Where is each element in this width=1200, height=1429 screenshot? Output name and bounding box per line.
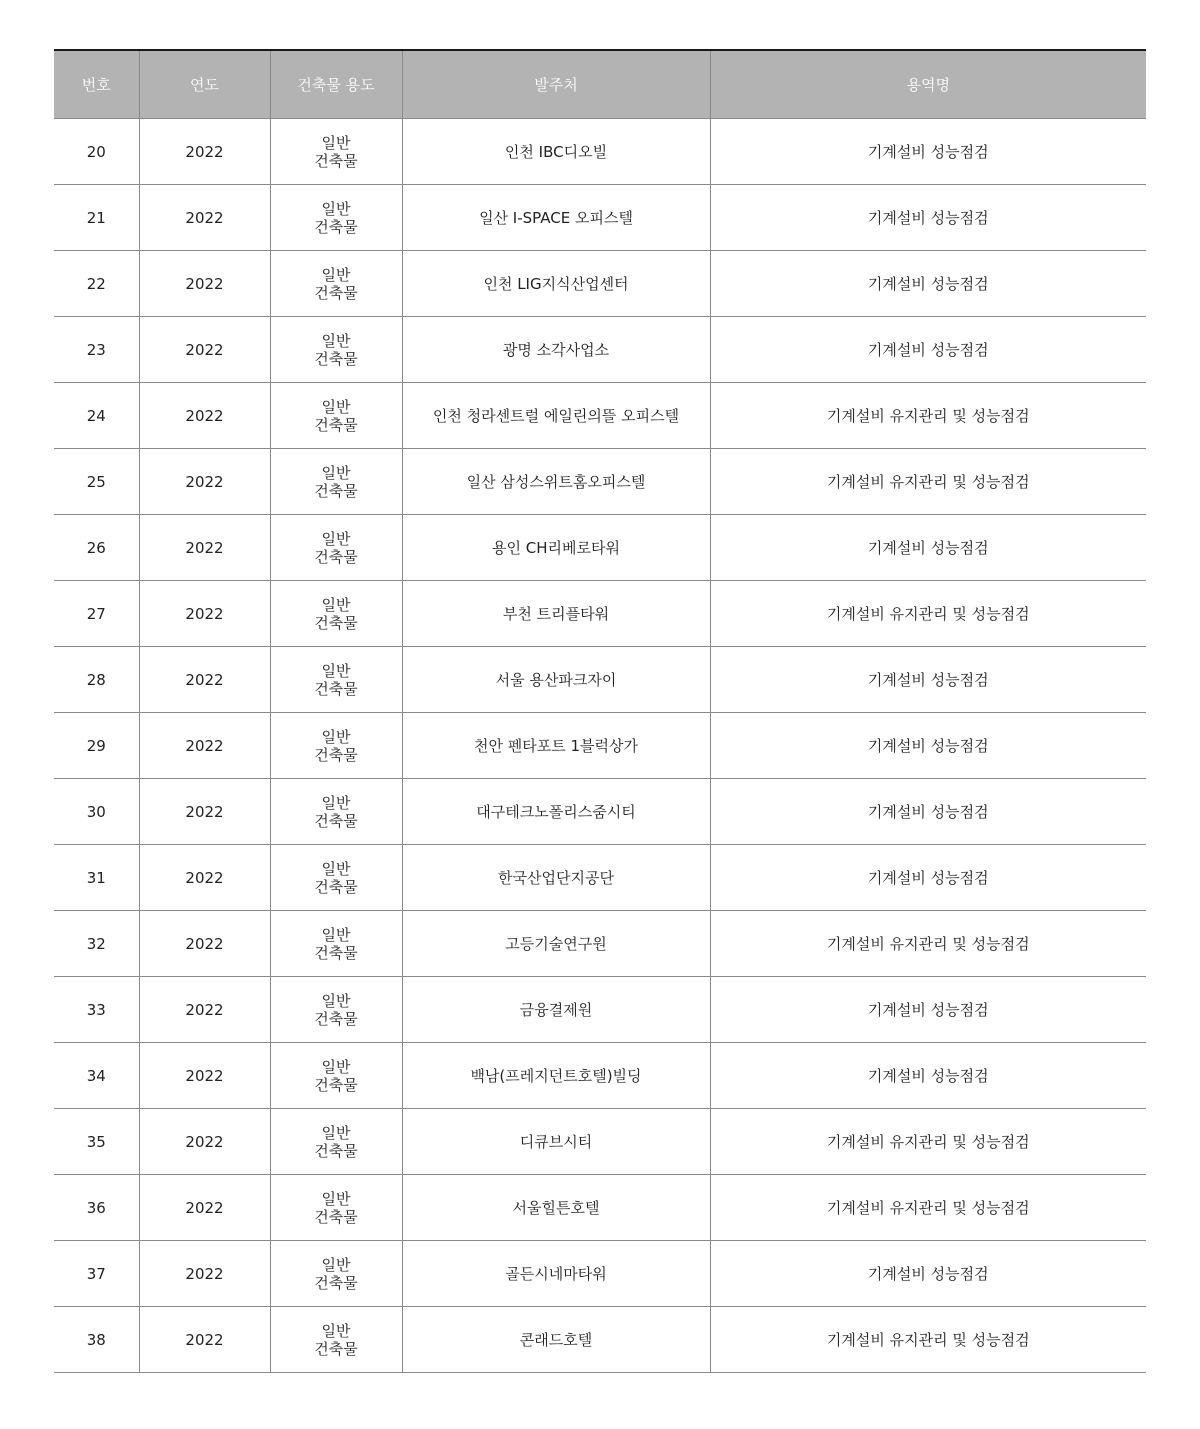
cell-building-use [270, 647, 402, 713]
building-use-line1: 일반 [321, 595, 351, 614]
cell-service-name: 기계설비 유지관리 및 성능점검 [710, 1175, 1146, 1241]
table-body [54, 119, 1146, 1373]
building-use-line1: 일반 [321, 265, 351, 284]
cell-service-name: 기계설비 유지관리 및 성능점검 [710, 911, 1146, 977]
cell-year: 2022 [139, 911, 270, 977]
cell-number: 33 [54, 977, 139, 1043]
cell-client: 천안 펜타포트 1블럭상가 [402, 713, 710, 779]
cell-service-name: 기계설비 성능점검 [710, 977, 1146, 1043]
building-use-line2: 건축물 [314, 1207, 358, 1226]
building-use-line1: 일반 [321, 727, 351, 746]
cell-number: 20 [54, 119, 139, 185]
cell-client: 디큐브시티 [402, 1109, 710, 1175]
cell-building-use [270, 911, 402, 977]
cell-number: 28 [54, 647, 139, 713]
building-use-line1: 일반 [321, 661, 351, 680]
building-use-line2: 건축물 [314, 877, 358, 896]
project-table [54, 49, 1146, 1373]
building-use-line2: 건축물 [314, 1075, 358, 1094]
header-service-name: 용역명 [710, 50, 1146, 119]
building-use-line2: 건축물 [314, 613, 358, 632]
cell-year: 2022 [139, 185, 270, 251]
cell-service-name: 기계설비 성능점검 [710, 185, 1146, 251]
cell-building-use [270, 185, 402, 251]
cell-number: 30 [54, 779, 139, 845]
cell-year: 2022 [139, 317, 270, 383]
building-use-line2: 건축물 [314, 349, 358, 368]
cell-number: 21 [54, 185, 139, 251]
table-row [54, 779, 1146, 845]
cell-building-use [270, 779, 402, 845]
table-row [54, 1241, 1146, 1307]
cell-building-use [270, 1241, 402, 1307]
cell-building-use [270, 1307, 402, 1373]
table-row [54, 911, 1146, 977]
building-use-line1: 일반 [321, 1057, 351, 1076]
cell-client: 인천 IBC디오빌 [402, 119, 710, 185]
cell-number: 32 [54, 911, 139, 977]
table-row [54, 251, 1146, 317]
cell-building-use [270, 581, 402, 647]
cell-client: 인천 청라센트럴 에일린의뜰 오피스텔 [402, 383, 710, 449]
cell-number: 36 [54, 1175, 139, 1241]
cell-building-use [270, 713, 402, 779]
cell-building-use [270, 845, 402, 911]
header-year: 연도 [139, 50, 270, 119]
cell-building-use [270, 977, 402, 1043]
cell-building-use [270, 449, 402, 515]
project-list [54, 49, 1146, 1373]
building-use-line1: 일반 [321, 1321, 351, 1340]
table-row [54, 647, 1146, 713]
cell-year: 2022 [139, 1307, 270, 1373]
building-use-line1: 일반 [321, 1189, 351, 1208]
cell-client: 콘래드호텔 [402, 1307, 710, 1373]
table-row [54, 383, 1146, 449]
cell-service-name: 기계설비 성능점검 [710, 1043, 1146, 1109]
table-header-row [54, 50, 1146, 119]
cell-client: 인천 LIG지식산업센터 [402, 251, 710, 317]
building-use-line2: 건축물 [314, 745, 358, 764]
building-use-line2: 건축물 [314, 679, 358, 698]
cell-service-name: 기계설비 성능점검 [710, 1241, 1146, 1307]
table-row [54, 845, 1146, 911]
table-row [54, 977, 1146, 1043]
cell-year: 2022 [139, 1241, 270, 1307]
building-use-line2: 건축물 [314, 1339, 358, 1358]
building-use-line1: 일반 [321, 1123, 351, 1142]
cell-client: 일산 삼성스위트홈오피스텔 [402, 449, 710, 515]
cell-client: 용인 CH리베로타워 [402, 515, 710, 581]
cell-client: 일산 I-SPACE 오피스텔 [402, 185, 710, 251]
cell-year: 2022 [139, 515, 270, 581]
building-use-line1: 일반 [321, 529, 351, 548]
cell-number: 23 [54, 317, 139, 383]
header-building-use: 건축물 용도 [270, 50, 402, 119]
cell-service-name: 기계설비 성능점검 [710, 515, 1146, 581]
cell-client: 광명 소각사업소 [402, 317, 710, 383]
cell-service-name: 기계설비 성능점검 [710, 713, 1146, 779]
cell-service-name: 기계설비 성능점검 [710, 647, 1146, 713]
building-use-line2: 건축물 [314, 415, 358, 434]
building-use-line2: 건축물 [314, 283, 358, 302]
table-row [54, 1307, 1146, 1373]
cell-number: 31 [54, 845, 139, 911]
cell-client: 서울힐튼호텔 [402, 1175, 710, 1241]
table-row [54, 581, 1146, 647]
building-use-line2: 건축물 [314, 481, 358, 500]
table-row [54, 119, 1146, 185]
cell-building-use [270, 251, 402, 317]
building-use-line2: 건축물 [314, 1141, 358, 1160]
cell-number: 24 [54, 383, 139, 449]
table-row [54, 515, 1146, 581]
building-use-line2: 건축물 [314, 943, 358, 962]
building-use-line1: 일반 [321, 199, 351, 218]
cell-number: 38 [54, 1307, 139, 1373]
table-row [54, 1175, 1146, 1241]
table-row [54, 449, 1146, 515]
cell-year: 2022 [139, 119, 270, 185]
cell-year: 2022 [139, 713, 270, 779]
building-use-line2: 건축물 [314, 547, 358, 566]
cell-service-name: 기계설비 유지관리 및 성능점검 [710, 1307, 1146, 1373]
cell-service-name: 기계설비 성능점검 [710, 317, 1146, 383]
cell-year: 2022 [139, 1175, 270, 1241]
building-use-line1: 일반 [321, 463, 351, 482]
cell-building-use [270, 1043, 402, 1109]
cell-service-name: 기계설비 성능점검 [710, 845, 1146, 911]
building-use-line1: 일반 [321, 793, 351, 812]
table-row [54, 317, 1146, 383]
cell-building-use [270, 317, 402, 383]
cell-number: 35 [54, 1109, 139, 1175]
cell-year: 2022 [139, 581, 270, 647]
cell-service-name: 기계설비 유지관리 및 성능점검 [710, 1109, 1146, 1175]
building-use-line1: 일반 [321, 1255, 351, 1274]
cell-building-use [270, 1175, 402, 1241]
cell-number: 22 [54, 251, 139, 317]
cell-year: 2022 [139, 251, 270, 317]
cell-client: 서울 용산파크자이 [402, 647, 710, 713]
cell-number: 29 [54, 713, 139, 779]
cell-year: 2022 [139, 845, 270, 911]
building-use-line1: 일반 [321, 133, 351, 152]
cell-number: 27 [54, 581, 139, 647]
cell-year: 2022 [139, 449, 270, 515]
building-use-line2: 건축물 [314, 1273, 358, 1292]
cell-client: 한국산업단지공단 [402, 845, 710, 911]
header-client: 발주처 [402, 50, 710, 119]
cell-number: 37 [54, 1241, 139, 1307]
cell-number: 26 [54, 515, 139, 581]
cell-number: 25 [54, 449, 139, 515]
building-use-line2: 건축물 [314, 1009, 358, 1028]
building-use-line1: 일반 [321, 925, 351, 944]
cell-service-name: 기계설비 유지관리 및 성능점검 [710, 581, 1146, 647]
building-use-line1: 일반 [321, 397, 351, 416]
building-use-line2: 건축물 [314, 217, 358, 236]
cell-client: 부천 트리플타워 [402, 581, 710, 647]
cell-service-name: 기계설비 성능점검 [710, 119, 1146, 185]
cell-client: 대구테크노폴리스줌시티 [402, 779, 710, 845]
cell-building-use [270, 383, 402, 449]
cell-year: 2022 [139, 383, 270, 449]
cell-service-name: 기계설비 성능점검 [710, 251, 1146, 317]
cell-year: 2022 [139, 977, 270, 1043]
table-row [54, 185, 1146, 251]
table-row [54, 713, 1146, 779]
building-use-line2: 건축물 [314, 151, 358, 170]
cell-client: 골든시네마타워 [402, 1241, 710, 1307]
cell-building-use [270, 119, 402, 185]
cell-building-use [270, 515, 402, 581]
cell-year: 2022 [139, 1109, 270, 1175]
cell-service-name: 기계설비 유지관리 및 성능점검 [710, 383, 1146, 449]
cell-year: 2022 [139, 647, 270, 713]
cell-year: 2022 [139, 779, 270, 845]
cell-client: 고등기술연구원 [402, 911, 710, 977]
building-use-line1: 일반 [321, 991, 351, 1010]
cell-client: 금융결제원 [402, 977, 710, 1043]
cell-number: 34 [54, 1043, 139, 1109]
building-use-line2: 건축물 [314, 811, 358, 830]
building-use-line1: 일반 [321, 859, 351, 878]
cell-service-name: 기계설비 유지관리 및 성능점검 [710, 449, 1146, 515]
table-row [54, 1043, 1146, 1109]
cell-year: 2022 [139, 1043, 270, 1109]
header-number: 번호 [54, 50, 139, 119]
cell-client: 백남(프레지던트호텔)빌딩 [402, 1043, 710, 1109]
cell-building-use [270, 1109, 402, 1175]
building-use-line1: 일반 [321, 331, 351, 350]
cell-service-name: 기계설비 성능점검 [710, 779, 1146, 845]
table-row [54, 1109, 1146, 1175]
